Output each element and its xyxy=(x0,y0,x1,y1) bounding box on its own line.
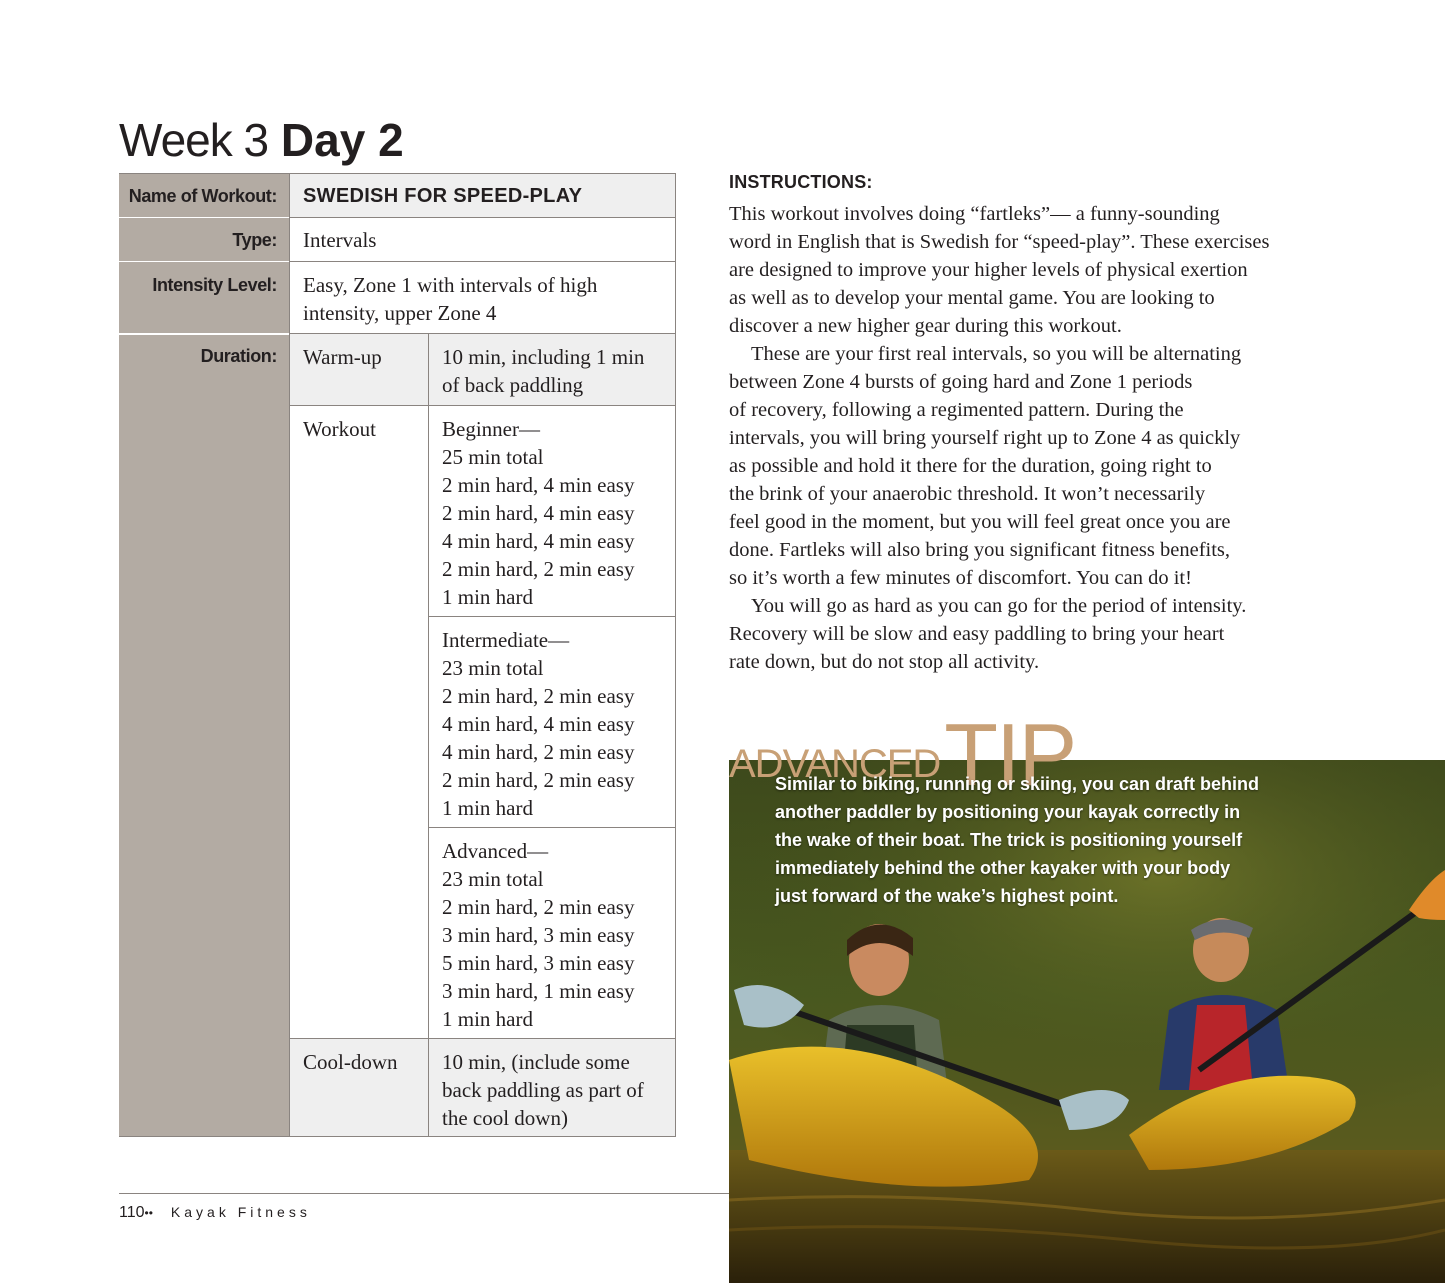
beginner-line: 4 min hard, 4 min easy xyxy=(442,529,635,553)
intensity-value xyxy=(289,262,676,334)
intermediate-line: 23 min total xyxy=(442,656,544,680)
tip-line: just forward of the wake’s highest point. xyxy=(775,886,1119,906)
instructions-line: word in English that is Swedish for “speed-play”. These exercises xyxy=(729,231,1270,253)
beginner-line: 25 min total xyxy=(442,445,544,469)
instructions-line: Recovery will be slow and easy paddling to bring your heart xyxy=(729,623,1225,645)
page-title xyxy=(119,112,404,168)
page-footer xyxy=(119,1204,311,1222)
instructions-line: You will go as hard as you can go for the period of intensity. xyxy=(751,595,1247,617)
warmup-line: 10 min, including 1 min xyxy=(442,345,645,369)
advanced-line: 3 min hard, 1 min easy xyxy=(442,979,635,1003)
instructions-line: discover a new higher gear during this workout. xyxy=(729,315,1122,337)
beginner-line: 2 min hard, 4 min easy xyxy=(442,501,635,525)
instructions-line: so it’s worth a few minutes of discomfort. You can do it! xyxy=(729,567,1192,589)
cooldown-line: back paddling as part of xyxy=(442,1078,644,1102)
tip-line: immediately behind the other kayaker with your body xyxy=(775,858,1231,878)
tip-label-big: TIP xyxy=(944,705,1076,804)
warmup-label: Warm-up xyxy=(289,334,428,406)
advanced-line: 1 min hard xyxy=(442,1007,533,1031)
instructions-line: the brink of your anaerobic threshold. It won’t necessarily xyxy=(729,483,1206,505)
intermediate-line: 2 min hard, 2 min easy xyxy=(442,768,635,792)
warmup-line: of back paddling xyxy=(442,373,584,397)
tip-text xyxy=(775,770,1275,910)
workout-name-value: SWEDISH FOR SPEED-PLAY xyxy=(289,174,676,218)
beginner-cell xyxy=(428,406,676,617)
instructions-line: as possible and hold it there for the duration, going right to xyxy=(729,455,1212,477)
instructions-line: rate down, but do not stop all activity. xyxy=(729,651,1040,673)
cooldown-value xyxy=(428,1039,676,1136)
tip-label-small: ADVANCED xyxy=(729,742,941,786)
cooldown-line: 10 min, (include some xyxy=(442,1050,630,1074)
intermediate-line: 4 min hard, 2 min easy xyxy=(442,740,635,764)
footer-dots: •• xyxy=(144,1206,153,1220)
advanced-line: 3 min hard, 3 min easy xyxy=(442,923,635,947)
intermediate-line: 2 min hard, 2 min easy xyxy=(442,684,635,708)
instructions-body xyxy=(729,200,1299,676)
intensity-label: Intensity Level: xyxy=(119,262,289,334)
tip-line: another paddler by positioning your kayak correctly in xyxy=(775,802,1241,822)
warmup-value xyxy=(428,334,676,406)
instructions-line: These are your first real intervals, so you will be alternating xyxy=(751,343,1242,365)
beginner-line: 1 min hard xyxy=(442,585,533,609)
instructions-line: as well as to develop your mental game. You are looking to xyxy=(729,287,1215,309)
advanced-line: 5 min hard, 3 min easy xyxy=(442,951,635,975)
day-label: Day 2 xyxy=(280,114,404,166)
instructions-line: intervals, you will bring yourself right up to Zone 4 as quickly xyxy=(729,427,1241,449)
intermediate-line: Intermediate— xyxy=(442,628,570,652)
intermediate-line: 4 min hard, 4 min easy xyxy=(442,712,635,736)
cooldown-line: the cool down) xyxy=(442,1106,568,1130)
instructions-line: between Zone 4 bursts of going hard and Zone 1 periods xyxy=(729,371,1193,393)
page-number: 110 xyxy=(119,1204,145,1221)
instructions-line: This workout involves doing “fartleks”— a funny-sounding xyxy=(729,203,1220,225)
beginner-line: 2 min hard, 2 min easy xyxy=(442,557,635,581)
type-value: Intervals xyxy=(289,218,676,262)
intermediate-line: 1 min hard xyxy=(442,796,533,820)
advanced-cell xyxy=(428,828,676,1039)
instructions-heading: INSTRUCTIONS: xyxy=(729,172,873,192)
tip-line: the wake of their boat. The trick is positioning yourself xyxy=(775,830,1243,850)
cooldown-label: Cool-down xyxy=(289,1039,428,1136)
workout-label: Workout xyxy=(289,406,428,1039)
type-label: Type: xyxy=(119,218,289,262)
book-title: Kayak Fitness xyxy=(170,1204,311,1220)
name-of-workout-label: Name of Workout: xyxy=(119,174,289,218)
instructions-line: of recovery, following a regimented pattern. During the xyxy=(729,399,1184,421)
instructions-line: feel good in the moment, but you will feel great once you are xyxy=(729,511,1231,533)
column-divider xyxy=(289,174,290,1136)
intensity-line: intensity, upper Zone 4 xyxy=(303,301,497,325)
workout-table xyxy=(119,173,676,1137)
footer-rule xyxy=(119,1193,729,1194)
beginner-line: 2 min hard, 4 min easy xyxy=(442,473,635,497)
duration-label: Duration: xyxy=(200,346,277,366)
advanced-line: 23 min total xyxy=(442,867,544,891)
tip-line: Similar to biking, running or skiing, you can draft behind xyxy=(775,774,1260,794)
instructions-line: are designed to improve your higher levels of physical exertion xyxy=(729,259,1248,281)
instructions-line: done. Fartleks will also bring you significant fitness benefits, xyxy=(729,539,1231,561)
intermediate-cell xyxy=(428,617,676,828)
advanced-line: 2 min hard, 2 min easy xyxy=(442,895,635,919)
advanced-line: Advanced— xyxy=(442,839,549,863)
week-label: Week 3 xyxy=(119,114,269,166)
beginner-line: Beginner— xyxy=(442,417,540,441)
intensity-line: Easy, Zone 1 with intervals of high xyxy=(303,273,598,297)
